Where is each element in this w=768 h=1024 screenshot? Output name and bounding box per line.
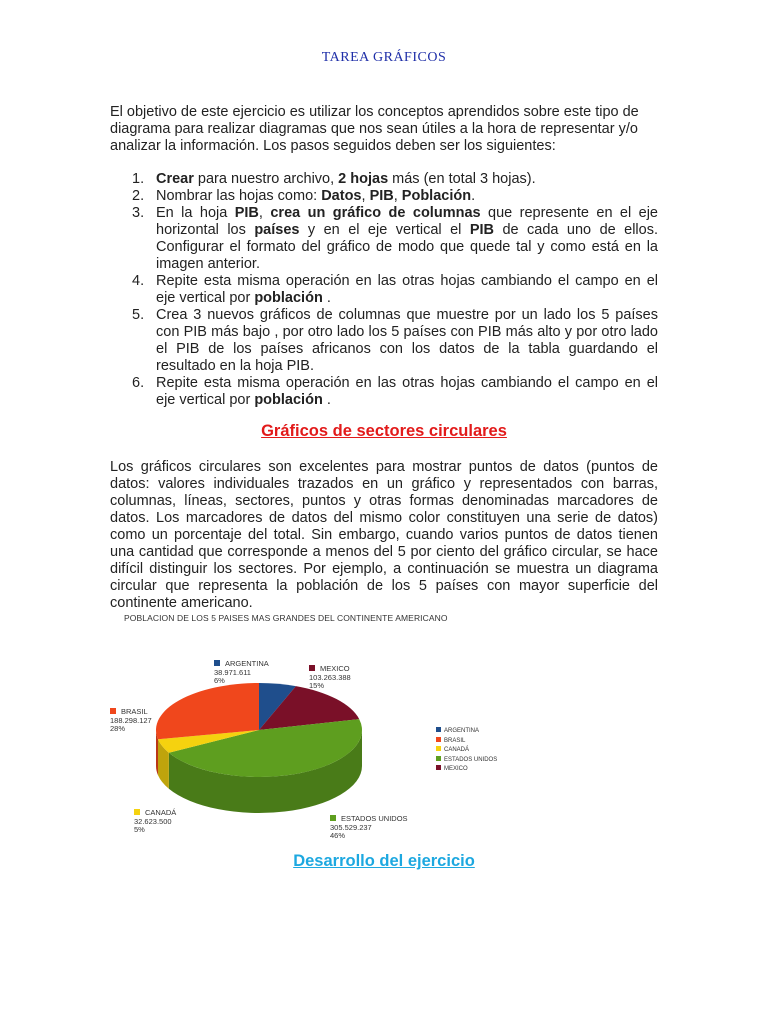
development-heading: Desarrollo del ejercicio — [293, 852, 475, 870]
chart-title: POBLACION DE LOS 5 PAISES MAS GRANDES DEL CONTINENTE AMERICANO — [124, 613, 448, 623]
legend-swatch — [436, 746, 441, 751]
swatch-mexico — [309, 665, 315, 671]
legend-item-argentina: ARGENTINA — [436, 727, 497, 737]
swatch-canada — [134, 809, 140, 815]
legend-item-mexico: MEXICO — [436, 765, 497, 775]
pie-paragraph: Los gráficos circulares son excelentes para mostrar puntos de datos (puntos de datos: valores individuales trazados en un gráfico y representados con barras, columnas, líneas, sectores, puntos y otras formas denominadas marcadores de datos. Los marcadores de datos del mismo color constituyen una serie de datos) como un porcentaje del total. Sin embargo, cuando varios puntos de datos tienen una cantidad que corresponde a menos del 5 por ciento del gráfico circular, se hace difícil distinguir los sectores. Por ejemplo, a continuación se muestra un diagrama circular que representa la población de los 5 países con mayor superficie del continente americano. — [110, 459, 658, 611]
intro-paragraph: El objetivo de este ejercicio es utilizar los conceptos aprendidos sobre este tipo de diagrama para realizar diagramas que nos sean útiles a la hora de representar y/o analizar la información. Los pasos seguidos deben ser los siguientes: — [110, 104, 639, 154]
pie-slice-brasil — [156, 683, 259, 739]
steps-list — [110, 171, 658, 409]
data-label-mexico: MEXICO 103.263.388 15% — [309, 664, 351, 690]
swatch-estados-unidos — [330, 815, 336, 821]
legend-item-brasil: BRASIL — [436, 737, 497, 747]
legend-swatch — [436, 765, 441, 770]
step-1: 1. Crear para nuestro archivo, 2 hojas más (en total 3 hojas). — [132, 171, 536, 187]
step-3: 3. En la hoja PIB, crea un gráfico de columnas que represente en el eje horizontal los países y en el eje vertical el PIB de cada uno de ellos. Configurar el formato del gráfico de modo que quede tal y como está en la imagen anterior. — [132, 205, 658, 272]
legend-item-canada: CANADÁ — [436, 746, 497, 756]
data-label-canada: CANADÁ 32.623.500 5% — [134, 808, 177, 834]
legend-swatch — [436, 737, 441, 742]
legend-swatch — [436, 756, 441, 761]
chart-legend — [436, 727, 497, 775]
legend-item-estados-unidos: ESTADOS UNIDOS — [436, 756, 497, 766]
step-6: 6. Repite esta misma operación en las otras hojas cambiando el campo en el eje vertical por población . — [132, 375, 658, 408]
swatch-brasil — [110, 708, 116, 714]
data-label-estados-unidos: ESTADOS UNIDOS 305.529.237 46% — [330, 814, 408, 840]
data-label-brasil: BRASIL 188.298.127 28% — [110, 707, 152, 733]
pie-chart — [104, 607, 504, 847]
step-2: 2. Nombrar las hojas como: Datos, PIB, Población. — [132, 188, 476, 204]
legend-swatch — [436, 727, 441, 732]
page-title: TAREA GRÁFICOS — [321, 50, 447, 65]
step-5: 5. Crea 3 nuevos gráficos de columnas que muestre por un lado los 5 países con PIB más bajo , por otro lado los 5 países con PIB más alto y por otro lado el PIB de los países africanos con los datos de la tabla guardando el resultado en la hoja PIB. — [132, 307, 658, 374]
data-label-argentina: ARGENTINA 38.971.611 6% — [214, 659, 269, 685]
step-4: 4. Repite esta misma operación en las otras hojas cambiando el campo en el eje vertical por población . — [132, 273, 658, 306]
pie-section-heading: Gráficos de sectores circulares — [261, 422, 507, 440]
swatch-argentina — [214, 660, 220, 666]
